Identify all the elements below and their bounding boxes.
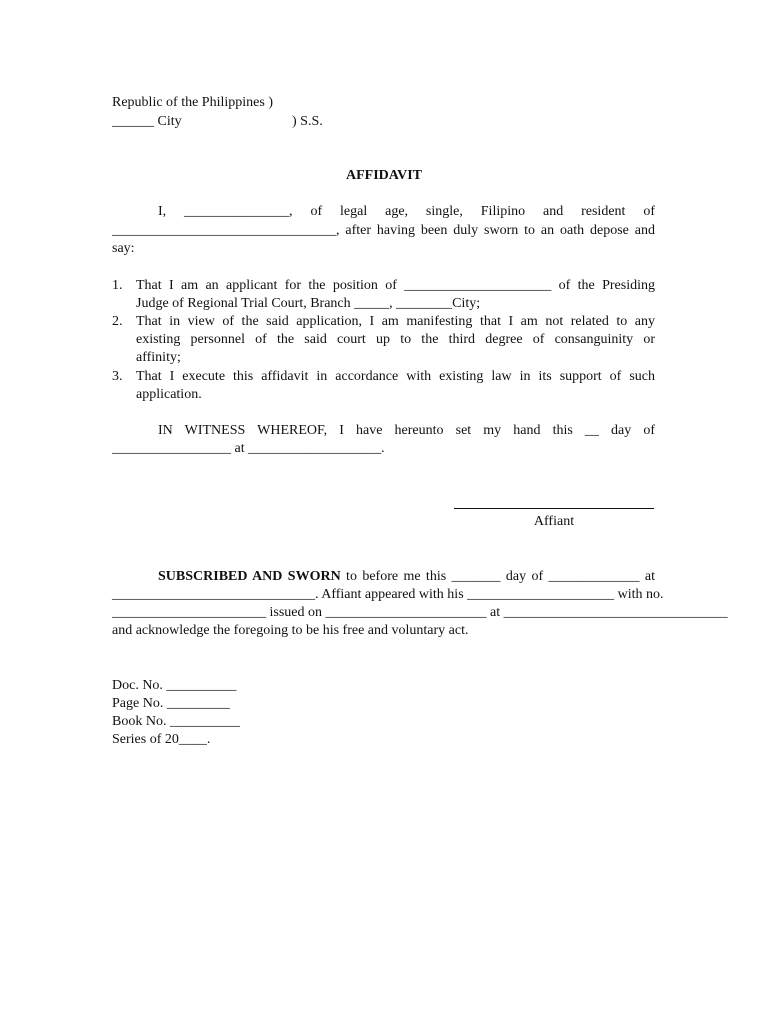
item-1-number: 1. (112, 278, 123, 293)
item-2-line-1: That in view of the said application, I am manifesting that I am not related to any (136, 314, 655, 329)
intro-line-1: I, _______________, of legal age, single, Filipino and resident of (158, 204, 655, 219)
item-2-line-3: affinity; (136, 350, 181, 365)
header-city: ______ City (112, 114, 182, 129)
item-2-line-2: existing personnel of the said court up to the third degree of consanguinity or (136, 332, 655, 347)
jurat-line-1-rest: to before me this _______ day of _____________ at (340, 569, 656, 584)
item-3-line-1: That I execute this affidavit in accordance with existing law in its support of such (136, 369, 655, 384)
jurat-line-4: and acknowledge the foregoing to be his free and voluntary act. (112, 623, 469, 638)
doc-no: Doc. No. __________ (112, 678, 237, 693)
series: Series of 20____. (112, 732, 211, 747)
header-ss: ) S.S. (292, 114, 323, 129)
jurat-line-1 (112, 568, 655, 586)
jurat-line-2: _____________________________. Affiant appeared with his _____________________ with no. (112, 587, 664, 602)
witness-line-1: IN WITNESS WHEREOF, I have hereunto set my hand this __ day of (158, 423, 655, 438)
intro-line-3: say: (112, 241, 135, 256)
affiant-label: Affiant (533, 514, 575, 529)
jurat-line-3: ______________________ issued on _______________________ at ________________________________ (112, 605, 728, 620)
item-1-line-1: That I am an applicant for the position of _____________________ of the Presiding (136, 278, 655, 293)
witness-line-2: _________________ at ___________________. (112, 441, 385, 456)
item-2-number: 2. (112, 314, 123, 329)
book-no: Book No. __________ (112, 714, 240, 729)
item-1-line-2: Judge of Regional Trial Court, Branch _____, ________City; (136, 296, 481, 311)
item-3-line-2: application. (136, 387, 202, 402)
page-no: Page No. _________ (112, 696, 230, 711)
item-3-number: 3. (112, 369, 123, 384)
header-country: Republic of the Philippines ) (112, 95, 273, 110)
signature-line (454, 508, 654, 509)
jurat-bold-lead: SUBSCRIBED AND SWORN (158, 569, 341, 584)
intro-line-2: ________________________________, after having been duly sworn to an oath depose and (112, 223, 655, 238)
document-title: AFFIDAVIT (346, 168, 422, 183)
